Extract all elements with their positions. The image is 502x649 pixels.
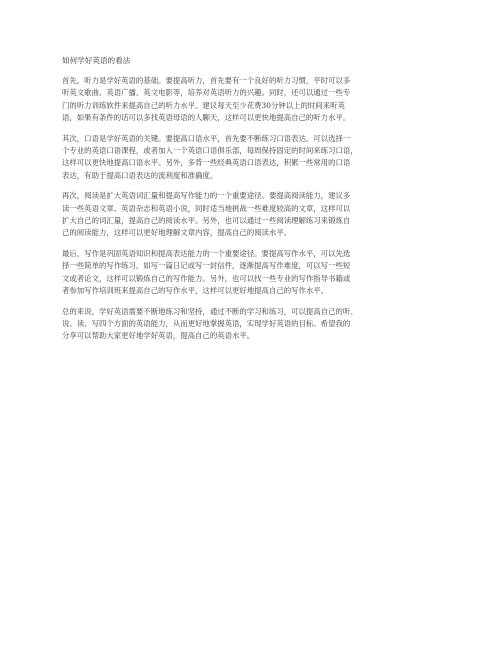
text-line: 分享可以帮助大家更好地学好英语，提高自己的英语水平。: [62, 331, 255, 341]
text-line: 总的来说，学好英语需要不断地练习和坚持，通过不断的学习和练习，可以提高自己的听、: [62, 306, 358, 316]
text-line: 首先，听力是学好英语的基础。要提高听力，首先要有一个良好的听力习惯，平时可以多: [62, 76, 351, 85]
text-line: 表达，有助于提高口语表达的流利度和准确度。: [62, 170, 218, 180]
document-title: 如何学好英语的看法: [62, 56, 131, 65]
text-line: 听英文歌曲、英语广播、英文电影等，培养对英语听力的兴趣。同时，还可以通过一些专: [62, 88, 351, 98]
text-line: 文或者论文，这样可以锻炼自己的写作能力。另外，也可以找一些专业的写作指导书籍或: [62, 273, 351, 283]
text-line: 门的听力训练软件来提高自己的听力水平。建议每天至少花费30分钟以上的时间来听英: [62, 100, 345, 110]
text-line: 说、读、写四个方面的英语能力，从而更好地掌握英语，实现学好英语的目标。希望我的: [62, 318, 351, 328]
document-page: [62, 55, 442, 351]
text-line: 扩大自己的词汇量，提高自己的阅读水平。另外，也可以通过一些阅读理解练习来锻炼自: [62, 216, 351, 226]
text-line: 其次，口语是学好英语的关键。要提高口语水平，首先要不断练习口语表达。可以选择一: [62, 133, 351, 143]
text-line: 读一些英语文章、英语杂志和英语小说，同时适当地挑战一些难度较高的文章，这样可以: [62, 203, 351, 213]
text-line: 再次，阅读是扩大英语词汇量和提高写作能力的一个重要途径。要提高阅读能力，建议多: [62, 191, 351, 201]
paragraph-reading: [62, 190, 442, 240]
text-line: 择一些简单的写作练习，如写一篇日记或写一封信件，逐渐提高写作难度，可以写一些短: [62, 261, 351, 271]
text-line: 己的阅读能力，这样可以更好地理解文章内容，提高自己的阅读水平。: [62, 228, 292, 238]
text-line: 这样可以更快地提高口语水平。另外，多背一些经典英语口语表达，积累一些常用的口语: [62, 158, 351, 168]
paragraph-listening: [62, 75, 442, 125]
text-line: 者参加写作培训班来提高自己的写作水平，这样可以更好地提高自己的写作水平。: [62, 286, 329, 296]
text-line: 最后，写作是巩固英语知识和提高表达能力的一个重要途径。要提高写作水平，可以先选: [62, 248, 351, 258]
paragraph-writing: [62, 248, 442, 298]
text-line: 个专业的英语口语课程，或者加入一个英语口语俱乐部，每周保持固定的时间来练习口语，: [62, 146, 358, 156]
text-line: 语，如果有条件的话可以多找英语母语的人聊天，这样可以更快地提高自己的听力水平。: [62, 113, 351, 123]
paragraph-summary: [62, 306, 442, 343]
paragraph-speaking: [62, 133, 442, 183]
